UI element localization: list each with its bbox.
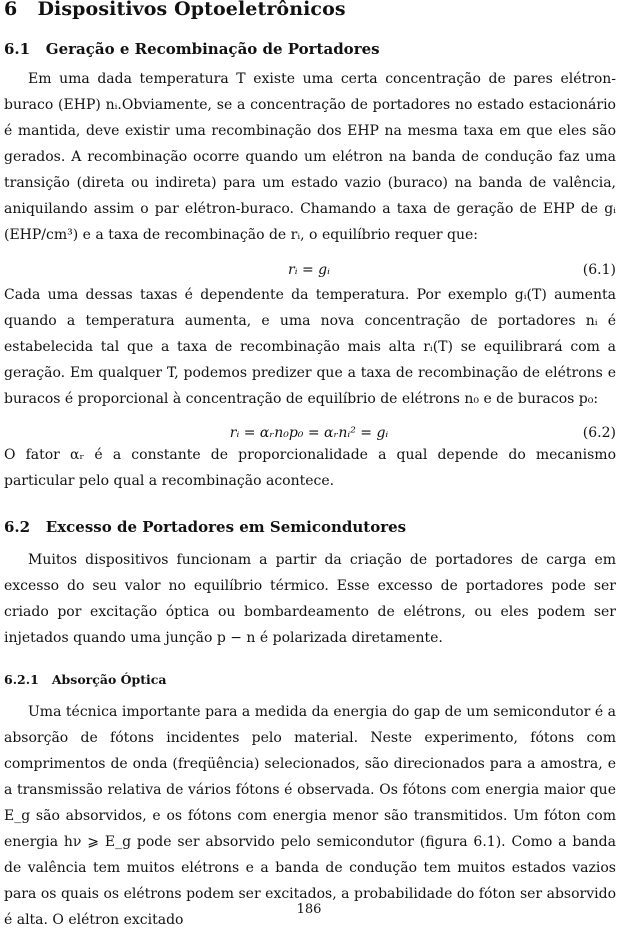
subsection-number: 6.2.1 [4, 672, 39, 687]
paragraph-6-1-factor [4, 442, 616, 494]
equation-expression: rᵢ = αᵣn₀p₀ = αᵣnᵢ² = gᵢ [229, 425, 389, 441]
equation-expression: rᵢ = gᵢ [288, 262, 330, 278]
paragraph-text: O fator αᵣ é a constante de proporcionalidade a qual depende do mecanismo particular pelo qual a recombinação acontece. [4, 447, 616, 489]
section-title: Geração e Recombinação de Portadores [45, 40, 380, 58]
subsection-heading-6-2-1 [4, 672, 167, 687]
paragraph-6-2-1-absorption [4, 699, 616, 933]
chapter-heading [4, 0, 346, 20]
chapter-title: Dispositivos Optoeletrônicos [37, 0, 346, 20]
paragraph-6-2-intro [4, 547, 616, 651]
page-number: 186 [296, 902, 322, 917]
equation-number: (6.1) [582, 262, 616, 278]
subsection-title: Absorção Óptica [51, 672, 167, 687]
section-number: 6.1 [4, 40, 31, 58]
section-number: 6.2 [4, 518, 31, 536]
equation-number: (6.2) [582, 425, 616, 441]
paragraph-text: Em uma dada temperatura T existe uma certa concentração de pares elétron-buraco (EHP) nᵢ.Obviamente, se a concentração de portadores no estado estacionário é mantida, deve existir uma recombinação dos EHP na mesma taxa em que eles são gerados. A recombinação ocorre quando um elétron na banda de condução faz uma transição (direta ou indireta) para um estado vazio (buraco) na banda de valência, aniquilando assim o par elétron-buraco. Chamando a taxa de geração de EHP de gᵢ (EHP/cm³) e a taxa de recombinação de rᵢ, o equilíbrio requer que: [4, 71, 616, 243]
section-heading-6-1 [4, 40, 380, 58]
paragraph-text: Uma técnica importante para a medida da energia do gap de um semicondutor é a absorção de fótons incidentes pelo material. Neste experimento, fótons com comprimentos de onda (freqüência) selecionados, são direcionados para a amostra, e a transmissão relativa de vários fótons é observada. Os fótons com energia maior que E_g são absorvidos, e os fótons com energia menor são transmitidos. Um fóton com energia hν ⩾ E_g pode ser absorvido pelo semicondutor (figura 6.1). Como a banda de valência tem muitos elétrons e a banda de condução tem muitos estados vazios para os quais os elétrons podem ser excitados, a probabilidade do fóton ser absorvido é alta. O elétron excitado [4, 704, 616, 928]
section-heading-6-2 [4, 518, 406, 536]
paragraph-6-1-temperature [4, 282, 616, 412]
section-title: Excesso de Portadores em Semicondutores [45, 518, 407, 536]
paragraph-text: Muitos dispositivos funcionam a partir da criação de portadores de carga em excesso do seu valor no equilíbrio térmico. Esse excesso de portadores pode ser criado por excitação óptica ou bombardeamento de elétrons, ou eles podem ser injetados quando uma junção p − n é polarizada diretamente. [4, 552, 616, 646]
paragraph-text: Cada uma dessas taxas é dependente da temperatura. Por exemplo gᵢ(T) aumenta quando a temperatura aumenta, e uma nova concentração de portadores nᵢ é estabelecida tal que a taxa de recombinação mais alta rᵢ(T) se equilibrará com a geração. Em qualquer T, podemos predizer que a taxa de recombinação de elétrons e buracos é proporcional à concentração de equilíbrio de elétrons n₀ e de buracos p₀: [4, 287, 616, 407]
paragraph-6-1-intro [4, 66, 616, 248]
equation-6-1 [0, 262, 618, 282]
chapter-number: 6 [4, 0, 18, 20]
